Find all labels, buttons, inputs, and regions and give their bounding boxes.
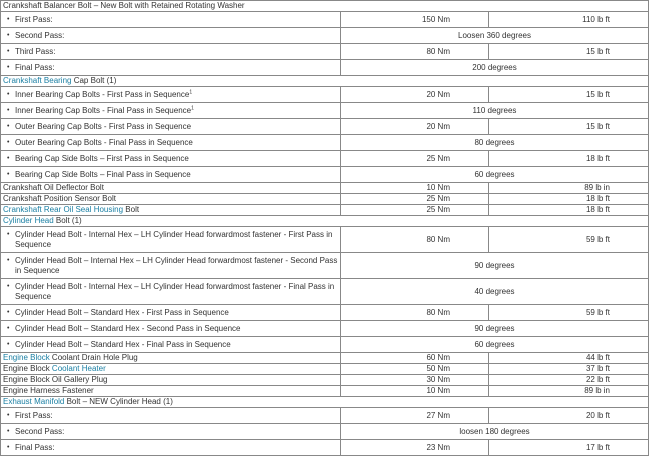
crankshaft-bearing-link[interactable]: Crankshaft Bearing: [3, 76, 72, 85]
table-row: • Inner Bearing Cap Bolts - First Pass in Sequence$^1$ 20 Nm 15 lb ft: [1, 87, 649, 103]
table-row: Engine Block Coolant Heater 50 Nm 37 lb ft: [1, 364, 649, 375]
section-row-cylinder-head: Cylinder Head Bolt (1): [1, 216, 649, 227]
section-title: Crankshaft Balancer Bolt – New Bolt with Retained Rotating Washer: [1, 1, 649, 12]
bullet-icon: •: [7, 411, 10, 419]
bullet-icon: •: [7, 63, 10, 71]
bullet-icon: •: [7, 256, 10, 264]
engine-block-link[interactable]: Engine Block: [3, 353, 50, 362]
table-row: Engine Block Oil Gallery Plug 30 Nm 22 lb ft: [1, 375, 649, 386]
table-row: • Final Pass: 23 Nm 17 lb ft: [1, 440, 649, 456]
bullet-icon: •: [7, 122, 10, 130]
cylinder-head-link[interactable]: Cylinder Head: [3, 216, 54, 225]
bullet-icon: •: [7, 138, 10, 146]
section-row-exhaust-manifold: Exhaust Manifold Bolt – NEW Cylinder Head (1): [1, 397, 649, 408]
table-row: • First Pass: 27 Nm 20 lb ft: [1, 408, 649, 424]
table-row: • Second Pass: Loosen 360 degrees: [1, 28, 649, 44]
bullet-icon: •: [7, 31, 10, 39]
table-row: • Cylinder Head Bolt – Standard Hex - Final Pass in Sequence 60 degrees: [1, 337, 649, 353]
bullet-icon: •: [7, 340, 10, 348]
bullet-icon: •: [7, 106, 10, 114]
table-row: • Second Pass: loosen 180 degrees: [1, 424, 649, 440]
table-row: • Cylinder Head Bolt - Internal Hex – LH Cylinder Head forwardmost fastener - Final Pass in Sequence 40 degrees: [1, 279, 649, 305]
table-row: • First Pass: 150 Nm 110 lb ft: [1, 12, 649, 28]
table-row: • Outer Bearing Cap Bolts - Final Pass in Sequence 80 degrees: [1, 135, 649, 151]
bullet-icon: •: [7, 230, 10, 238]
table-row: • Final Pass: 200 degrees: [1, 60, 649, 76]
crankshaft-rear-oil-seal-housing-link[interactable]: Crankshaft Rear Oil Seal Housing: [3, 205, 124, 214]
table-row: Crankshaft Oil Deflector Bolt 10 Nm 89 lb in: [1, 183, 649, 194]
table-row: Engine Harness Fastener 10 Nm 89 lb in: [1, 386, 649, 397]
bullet-icon: •: [7, 90, 10, 98]
bullet-icon: •: [7, 308, 10, 316]
bullet-icon: •: [7, 443, 10, 451]
table-row: Crankshaft Rear Oil Seal Housing Bolt 25 Nm 18 lb ft: [1, 205, 649, 216]
table-row: • Cylinder Head Bolt – Standard Hex - Second Pass in Sequence 90 degrees: [1, 321, 649, 337]
bullet-icon: •: [7, 154, 10, 162]
table-row: • Cylinder Head Bolt – Internal Hex – LH Cylinder Head forwardmost fastener - Second Pass in Sequence 90 degrees: [1, 253, 649, 279]
table-row: Crankshaft Position Sensor Bolt 25 Nm 18 lb ft: [1, 194, 649, 205]
bullet-icon: •: [7, 324, 10, 332]
section-row-balancer: [1, 1, 649, 12]
coolant-heater-link[interactable]: Coolant Heater: [51, 364, 106, 373]
table-row: • Cylinder Head Bolt - Internal Hex – LH Cylinder Head forwardmost fastener - First Pass in Sequence 80 Nm 59 lb ft: [1, 227, 649, 253]
table-row: • Bearing Cap Side Bolts – Final Pass in Sequence 60 degrees: [1, 167, 649, 183]
table-row: • Bearing Cap Side Bolts – First Pass in Sequence 25 Nm 18 lb ft: [1, 151, 649, 167]
table-row: • Inner Bearing Cap Bolts - Final Pass in Sequence$^1$ 110 degrees: [1, 103, 649, 119]
bullet-icon: •: [7, 282, 10, 290]
bullet-icon: •: [7, 15, 10, 23]
bullet-icon: •: [7, 47, 10, 55]
table-row: • Third Pass: 80 Nm 15 lb ft: [1, 44, 649, 60]
bullet-icon: •: [7, 427, 10, 435]
exhaust-manifold-link[interactable]: Exhaust Manifold: [3, 397, 65, 406]
bullet-icon: •: [7, 170, 10, 178]
section-row-bearing: Crankshaft Bearing Cap Bolt (1): [1, 76, 649, 87]
table-row: • Outer Bearing Cap Bolts - First Pass in Sequence 20 Nm 15 lb ft: [1, 119, 649, 135]
table-row: Engine Block Coolant Drain Hole Plug 60 Nm 44 lb ft: [1, 353, 649, 364]
table-row: • Cylinder Head Bolt – Standard Hex - First Pass in Sequence 80 Nm 59 lb ft: [1, 305, 649, 321]
